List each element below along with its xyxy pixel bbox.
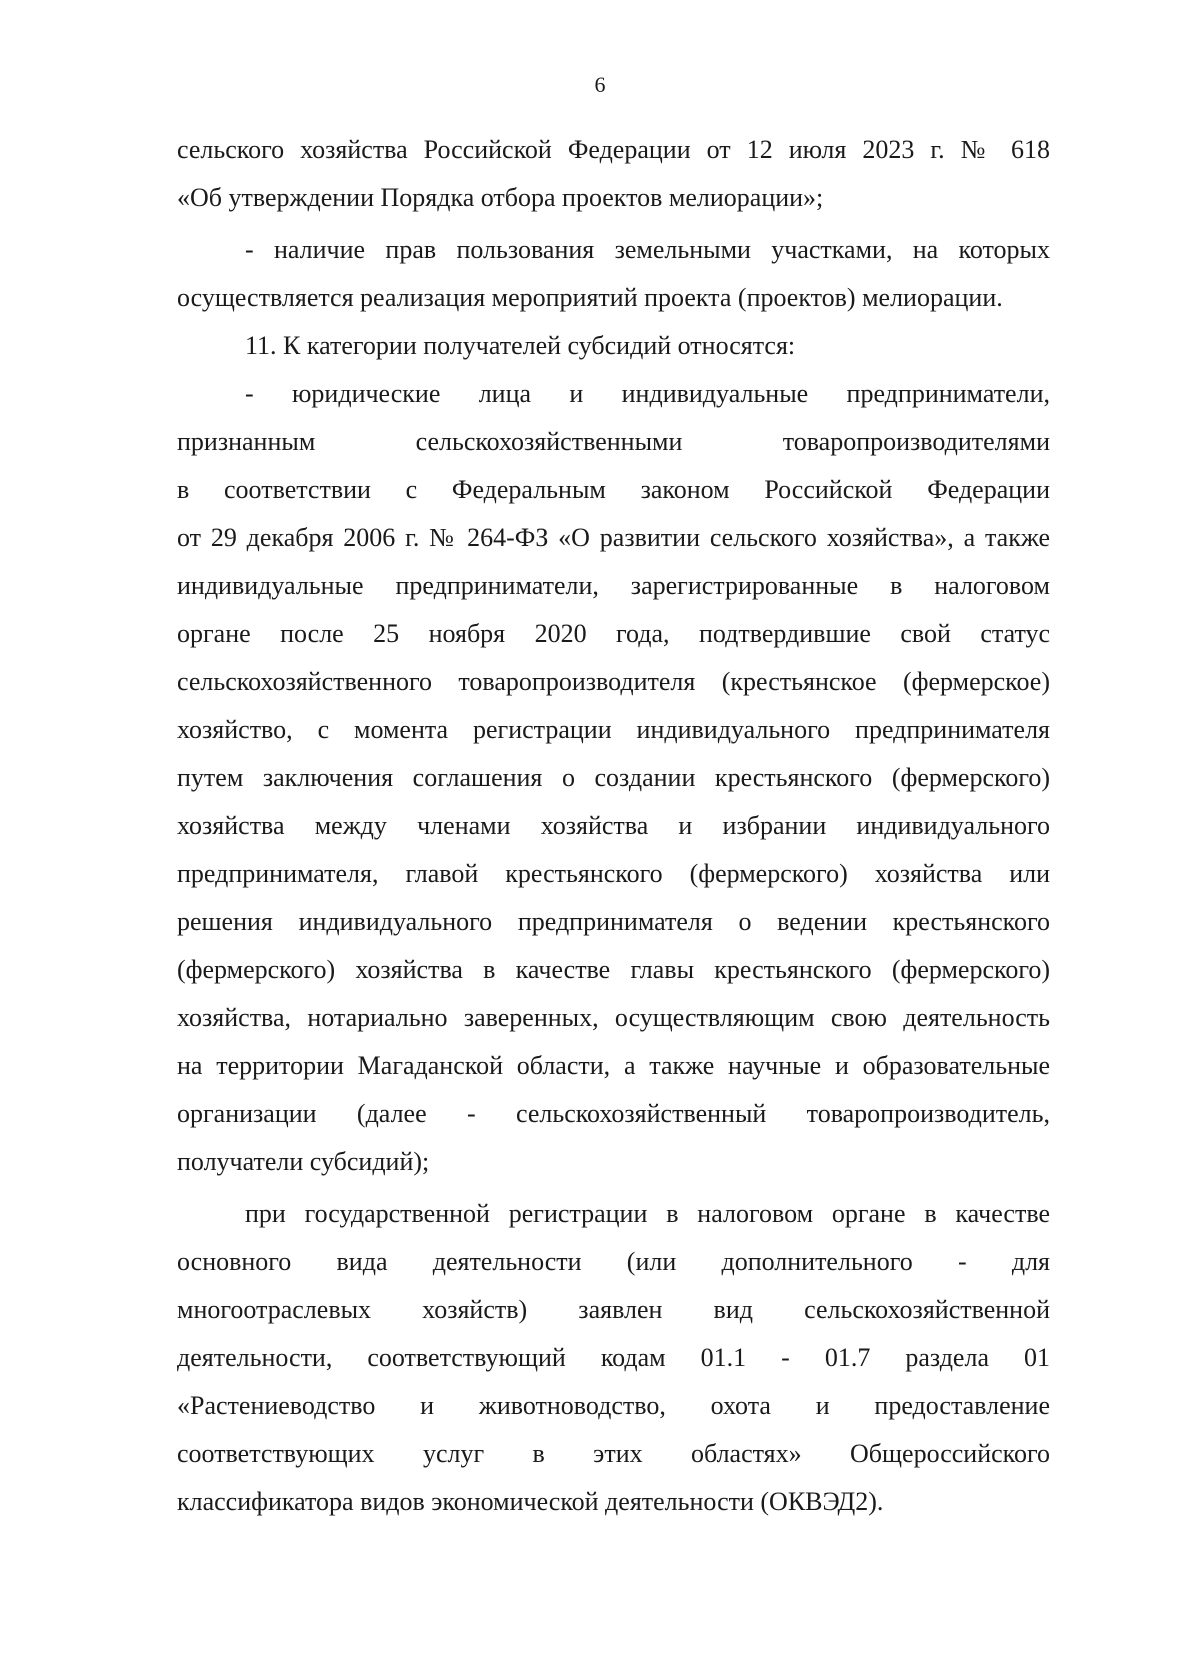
text-line: основного вида деятельности (или дополнительного - для — [177, 1247, 1050, 1276]
text-line: хозяйства между членами хозяйства и избрании индивидуального — [177, 811, 1050, 840]
text-line: (фермерского) хозяйства в качестве главы крестьянского (фермерского) — [177, 955, 1050, 984]
text-line: соответствующих услуг в этих областях» Общероссийского — [177, 1439, 1050, 1468]
text-line: - наличие прав пользования земельными участками, на которых — [245, 235, 1050, 264]
text-line: при государственной регистрации в налоговом органе в качестве — [245, 1199, 1050, 1228]
text-line: деятельности, соответствующий кодам 01.1 - 01.7 раздела 01 — [177, 1343, 1050, 1372]
text-line: путем заключения соглашения о создании крестьянского (фермерского) — [177, 763, 1050, 792]
text-line: «Растениеводство и животноводство, охота и предоставление — [177, 1391, 1050, 1420]
text-line: «Об утверждении Порядка отбора проектов мелиорации»; — [177, 183, 824, 212]
text-line: в соответствии с Федеральным законом Российской Федерации — [177, 475, 1050, 504]
text-line: предпринимателя, главой крестьянского (фермерского) хозяйства или — [177, 859, 1050, 888]
text-line: многоотраслевых хозяйств) заявлен вид сельскохозяйственной — [177, 1295, 1050, 1324]
text-line: сельскохозяйственного товаропроизводителя (крестьянское (фермерское) — [177, 667, 1050, 696]
text-line: классификатора видов экономической деятельности (ОКВЭД2). — [177, 1487, 884, 1516]
text-line: органе после 25 ноября 2020 года, подтвердившие свой статус — [177, 619, 1050, 648]
text-line: хозяйства, нотариально заверенных, осуществляющим свою деятельность — [177, 1003, 1050, 1032]
text-line: осуществляется реализация мероприятий проекта (проектов) мелиорации. — [177, 283, 1003, 312]
text-line: 11. К категории получателей субсидий относятся: — [245, 331, 796, 360]
text-line: организации (далее - сельскохозяйственный товаропроизводитель, — [177, 1099, 1050, 1128]
text-line: индивидуальные предприниматели, зарегистрированные в налоговом — [177, 571, 1050, 600]
text-line: хозяйство, с момента регистрации индивидуального предпринимателя — [177, 715, 1050, 744]
text-line: решения индивидуального предпринимателя о ведении крестьянского — [177, 907, 1050, 936]
page-number: 6 — [594, 72, 606, 97]
text-line: от 29 декабря 2006 г. № 264-ФЗ «О развитии сельского хозяйства», а также — [177, 523, 1050, 552]
text-line: на территории Магаданской области, а также научные и образовательные — [177, 1051, 1050, 1080]
text-line: признанным сельскохозяйственными товаропроизводителями — [177, 427, 1050, 456]
text-line: сельского хозяйства Российской Федерации от 12 июля 2023 г. № 618 — [177, 135, 1050, 164]
text-line: получатели субсидий); — [177, 1147, 430, 1176]
document-body — [177, 126, 1050, 1526]
text-line: - юридические лица и индивидуальные предприниматели, — [245, 379, 1050, 408]
